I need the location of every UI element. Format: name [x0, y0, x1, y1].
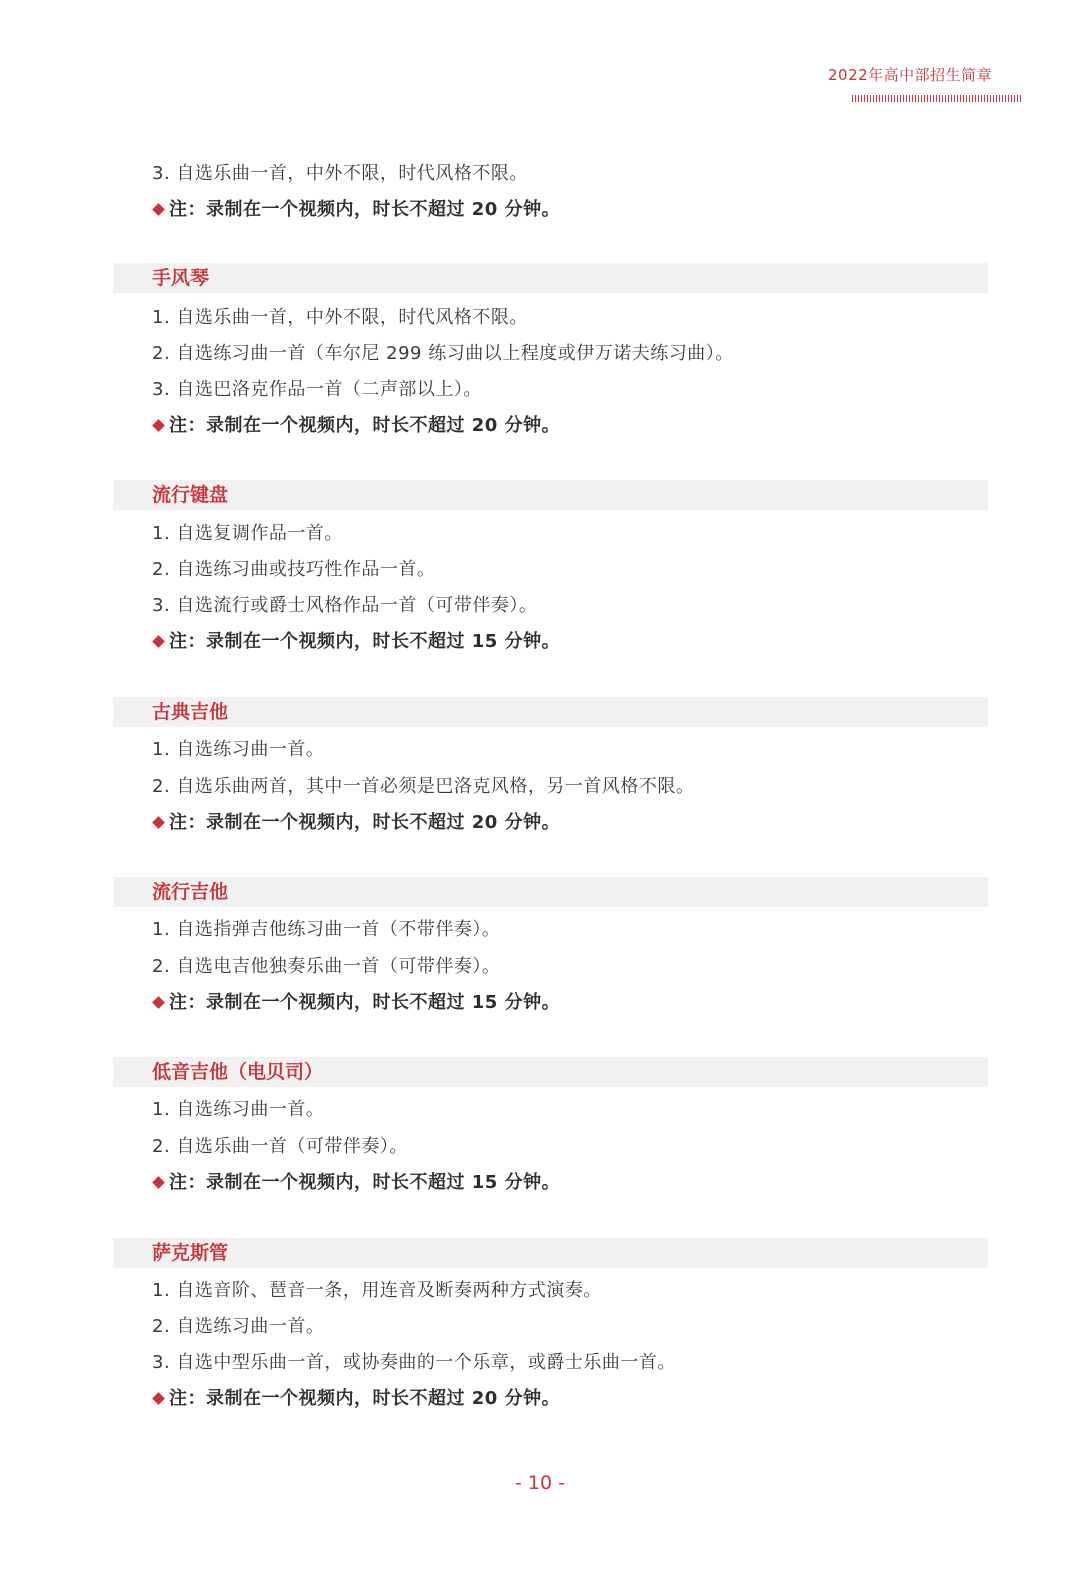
header-title: 2022年高中部招生简章 — [828, 66, 993, 84]
list-item: 2. 自选练习曲一首（车尔尼 299 练习曲以上程度或伊万诺夫练习曲）。 — [152, 343, 734, 364]
section-title: 古典吉他 — [152, 701, 229, 723]
header-tick-decoration — [852, 95, 1022, 102]
diamond-bullet-icon — [152, 419, 165, 432]
list-item: 1. 自选指弹吉他练习曲一首（不带伴奏）。 — [152, 919, 501, 940]
diamond-bullet-icon — [152, 203, 165, 216]
list-item: 1. 自选音阶、琶音一条，用连音及断奏两种方式演奏。 — [152, 1280, 602, 1301]
section-title: 萨克斯管 — [152, 1242, 229, 1264]
note-line: 注：录制在一个视频内，时长不超过 20 分钟。 — [152, 412, 560, 440]
section-header-bass-guitar — [113, 1057, 988, 1087]
list-item: 3. 自选乐曲一首，中外不限，时代风格不限。 — [152, 163, 528, 184]
list-item: 2. 自选练习曲或技巧性作品一首。 — [152, 559, 436, 580]
section-header-saxophone — [113, 1238, 988, 1268]
note-line: 注：录制在一个视频内，时长不超过 15 分钟。 — [152, 1169, 560, 1197]
diamond-bullet-icon — [152, 1392, 165, 1405]
section-header-pop-keyboard — [113, 480, 988, 510]
section-title: 手风琴 — [152, 267, 210, 289]
diamond-bullet-icon — [152, 816, 165, 829]
section-title: 流行键盘 — [152, 484, 229, 506]
section-header-accordion — [113, 263, 988, 293]
list-item: 2. 自选练习曲一首。 — [152, 1316, 325, 1337]
list-item: 1. 自选练习曲一首。 — [152, 1099, 325, 1120]
list-item: 3. 自选中型乐曲一首，或协奏曲的一个乐章，或爵士乐曲一首。 — [152, 1352, 676, 1373]
list-item: 1. 自选练习曲一首。 — [152, 739, 325, 760]
diamond-bullet-icon — [152, 635, 165, 648]
list-item: 3. 自选巴洛克作品一首（二声部以上）。 — [152, 379, 482, 400]
section-header-pop-guitar — [113, 877, 988, 907]
section-header-classical-guitar — [113, 697, 988, 727]
diamond-bullet-icon — [152, 996, 165, 1009]
diamond-bullet-icon — [152, 1176, 165, 1189]
note-line: 注：录制在一个视频内，时长不超过 15 分钟。 — [152, 989, 560, 1017]
note-line: 注：录制在一个视频内，时长不超过 20 分钟。 — [152, 809, 560, 837]
note-line: 注：录制在一个视频内，时长不超过 15 分钟。 — [152, 628, 560, 656]
list-item: 2. 自选乐曲两首，其中一首必须是巴洛克风格，另一首风格不限。 — [152, 776, 695, 797]
note-line: 注：录制在一个视频内，时长不超过 20 分钟。 — [152, 1385, 560, 1413]
list-item: 3. 自选流行或爵士风格作品一首（可带伴奏）。 — [152, 595, 538, 616]
page-number: - 10 - — [515, 1472, 565, 1494]
list-item: 2. 自选电吉他独奏乐曲一首（可带伴奏）。 — [152, 956, 501, 977]
list-item: 2. 自选乐曲一首（可带伴奏）。 — [152, 1136, 408, 1157]
list-item: 1. 自选复调作品一首。 — [152, 523, 343, 544]
note-line: 注：录制在一个视频内，时长不超过 20 分钟。 — [152, 196, 560, 224]
list-item: 1. 自选乐曲一首，中外不限，时代风格不限。 — [152, 307, 528, 328]
section-title: 流行吉他 — [152, 881, 229, 903]
section-title: 低音吉他（电贝司） — [152, 1061, 324, 1083]
